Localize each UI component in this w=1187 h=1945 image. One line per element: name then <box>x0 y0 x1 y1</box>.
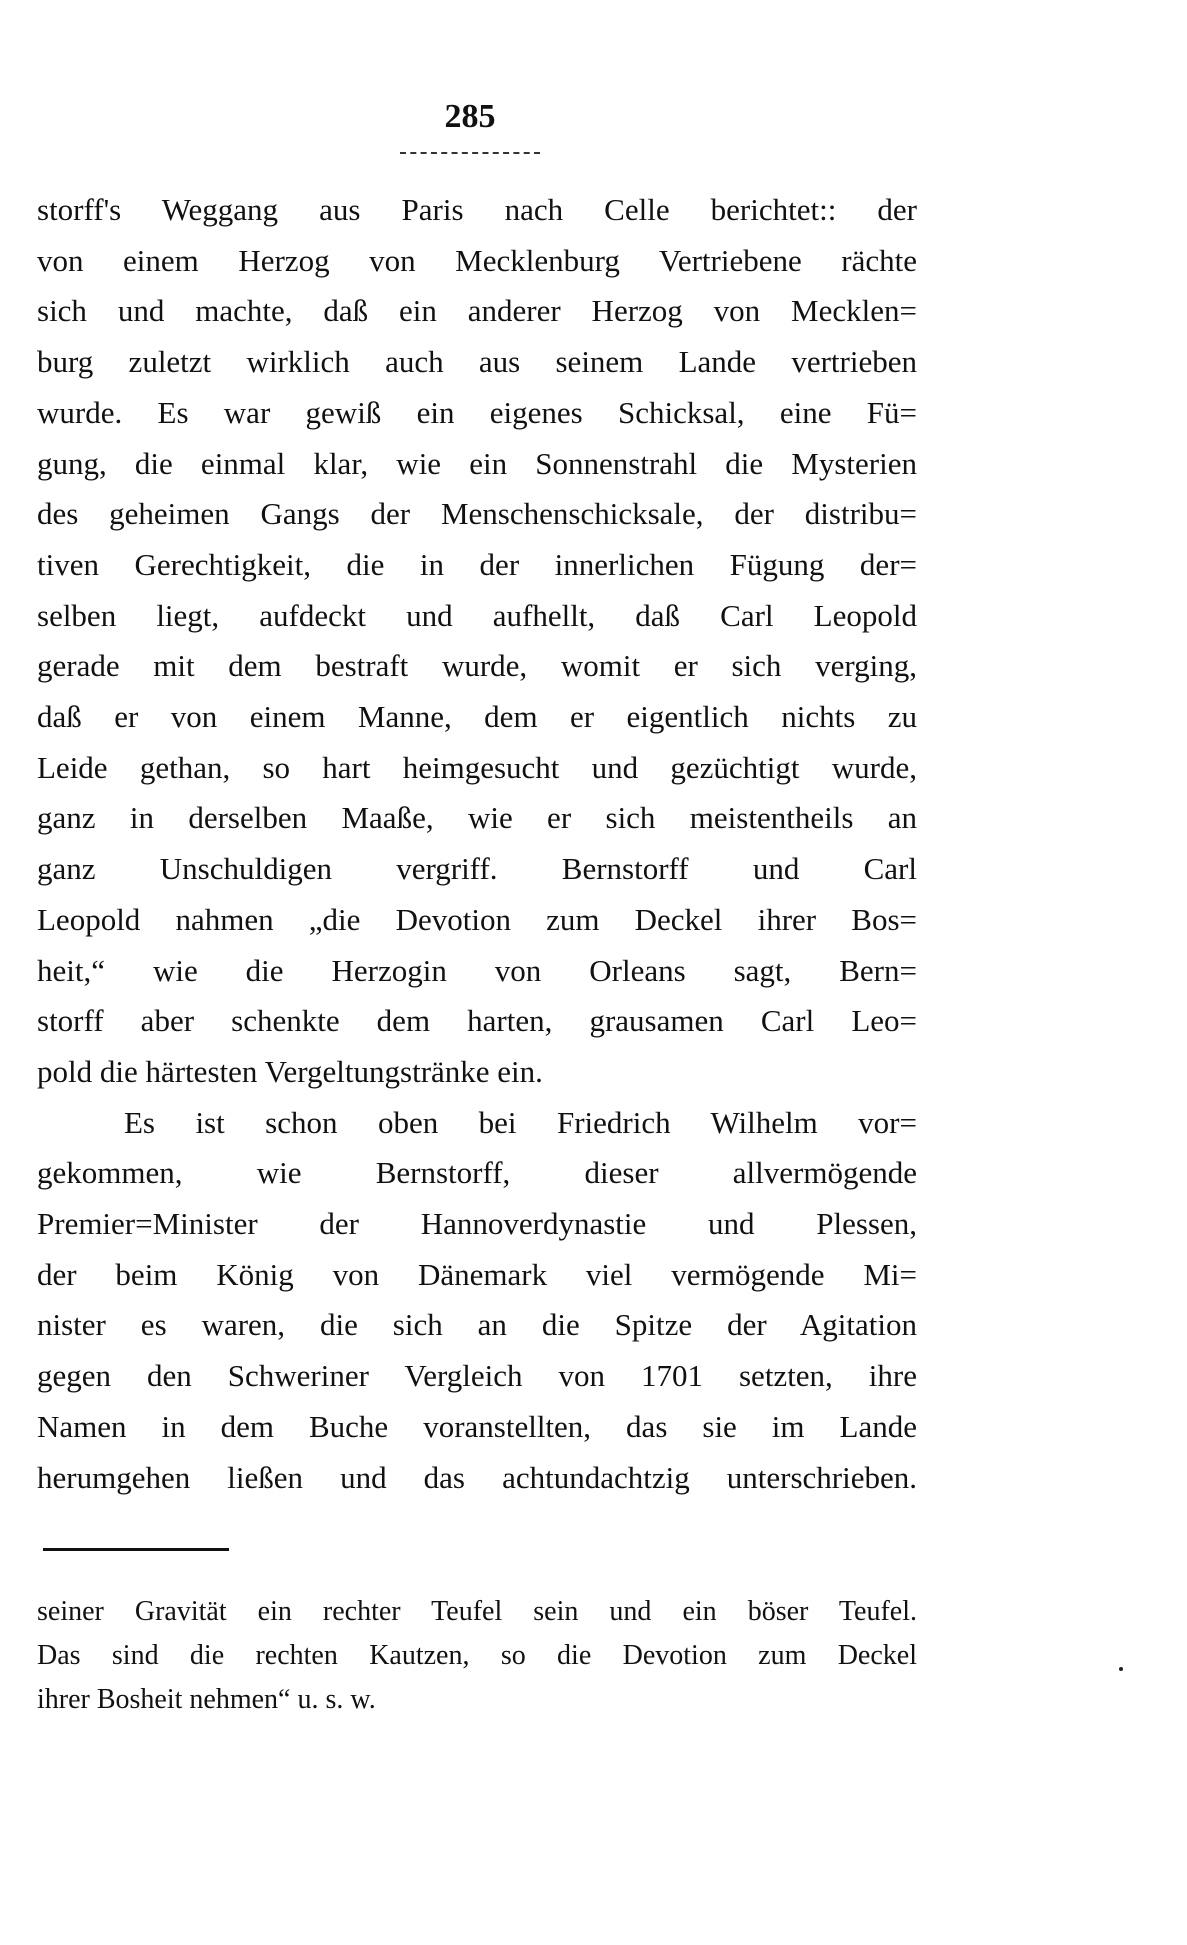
text-line: gung, die einmal klar, wie ein Sonnenstrahl die Mysterien <box>37 445 917 481</box>
footnote-line: ihrer Bosheit nehmen“ u. s. w. <box>37 1684 376 1715</box>
text-line: Es ist schon oben bei Friedrich Wilhelm vor= <box>124 1104 917 1140</box>
text-line: Leopold nahmen „die Devotion zum Deckel ihrer Bos= <box>37 901 917 937</box>
text-line: daß er von einem Manne, dem er eigentlich nichts zu <box>37 699 917 734</box>
footnote-line: seiner Gravität ein rechter Teufel sein und ein böser Teufel. <box>37 1596 917 1627</box>
footnote-separator <box>43 1548 229 1551</box>
text-line: der beim König von Dänemark viel vermögende Mi= <box>37 1256 917 1292</box>
text-line: tiven Gerechtigkeit, die in der innerlichen Fügung der= <box>37 546 917 582</box>
text-line: Leide gethan, so hart heimgesucht und gezüchtigt wurde, <box>37 749 917 785</box>
text-line: sich und machte, daß ein anderer Herzog von Mecklen= <box>37 293 917 329</box>
text-line: ganz in derselben Maaße, wie er sich meistentheils an <box>37 800 917 836</box>
footnote-line: Das sind die rechten Kautzen, so die Devotion zum Deckel <box>37 1640 917 1671</box>
text-line: gegen den Schweriner Vergleich von 1701 setzten, ihre <box>37 1358 917 1394</box>
text-line: von einem Herzog von Mecklenburg Vertriebene rächte <box>37 242 917 278</box>
text-line: nister es waren, die sich an die Spitze der Agitation <box>37 1307 917 1343</box>
text-line: Premier=Minister der Hannoverdynastie und Plessen, <box>37 1206 917 1241</box>
header-rule <box>400 152 540 154</box>
text-line: Namen in dem Buche voranstellten, das sie im Lande <box>37 1408 917 1444</box>
text-line: herumgehen ließen und das achtundachtzig unterschrieben. <box>37 1459 917 1495</box>
text-line: wurde. Es war gewiß ein eigenes Schicksal, eine Fü= <box>37 394 917 430</box>
text-line: gerade mit dem bestraft wurde, womit er sich verging, <box>37 648 917 684</box>
text-line: heit,“ wie die Herzogin von Orleans sagt, Bern= <box>37 952 917 988</box>
text-line: des geheimen Gangs der Menschenschicksale, der distribu= <box>37 496 917 532</box>
text-line: gekommen, wie Bernstorff, dieser allvermögende <box>37 1155 917 1191</box>
text-line: burg zuletzt wirklich auch aus seinem Lande vertrieben <box>37 344 917 380</box>
text-line: storff aber schenkte dem harten, grausamen Carl Leo= <box>37 1003 917 1039</box>
scan-speck <box>1119 1667 1123 1671</box>
text-line: selben liegt, aufdeckt und aufhellt, daß Carl Leopold <box>37 597 917 633</box>
text-line: pold die härtesten Vergeltungstränke ein. <box>37 1053 543 1089</box>
text-line: ganz Unschuldigen vergriff. Bernstorff und Carl <box>37 851 917 887</box>
page-number: 285 <box>444 98 496 135</box>
text-line: storff's Weggang aus Paris nach Celle berichtet:: der <box>37 192 917 227</box>
